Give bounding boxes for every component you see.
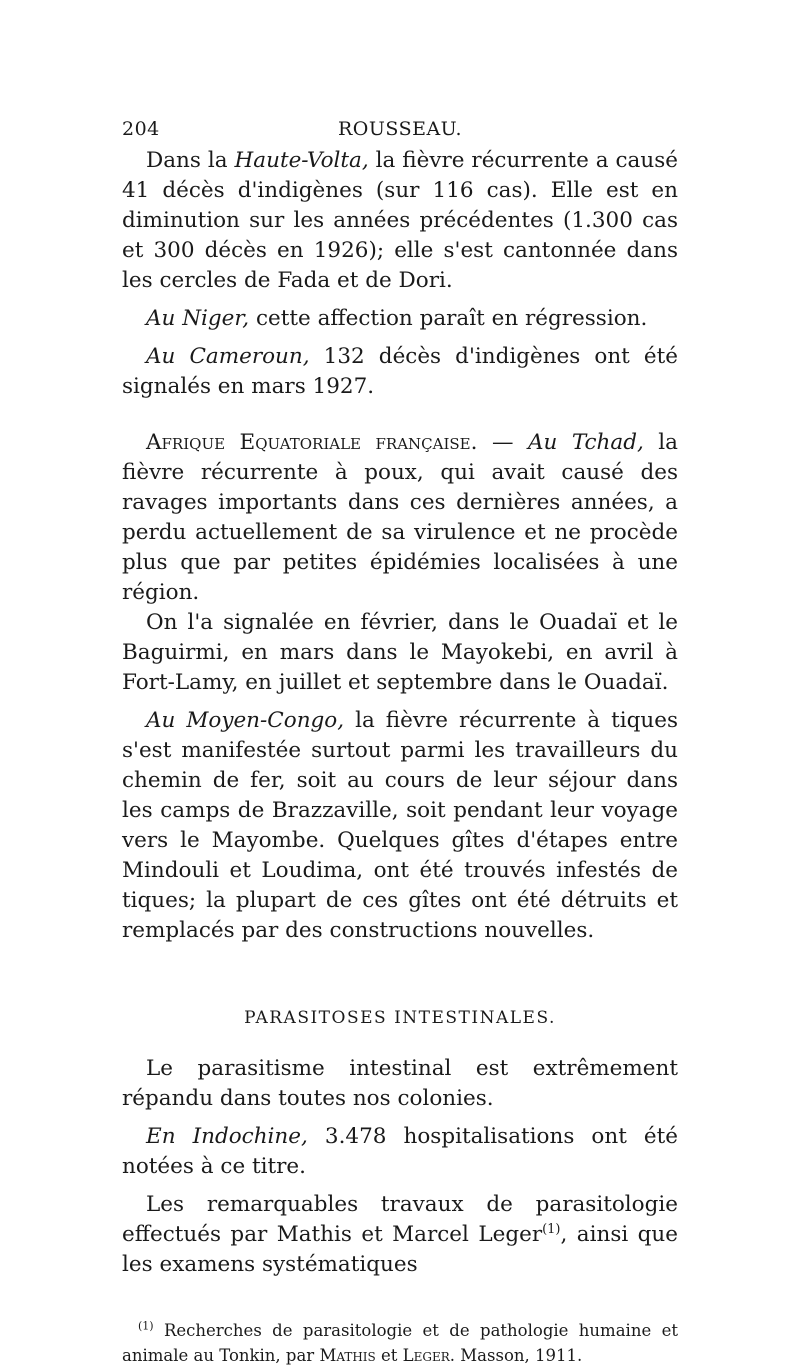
paragraph-indochine: En Indochine, 3.478 hospitalisations ont été notées à ce titre. <box>122 1124 678 1179</box>
main-text <box>122 146 678 946</box>
paragraph-moyen-congo: Au Moyen-Congo, la fièvre récurrente à tiques s'est manifestée surtout parmi les travailleurs du chemin de fer, soit au cours de leur séjour dans les camps de Brazzaville, soit pendant leur voyage vers le Mayombe. Quelques gîtes d'étapes entre Mindouli et Loudima, ont été trouvés infestés de tiques; la plupart de ces gîtes ont été détruits et remplacés par des constructions nouvelles. <box>122 708 678 943</box>
footnote-author-2: Leger <box>402 1346 450 1365</box>
running-head <box>122 110 678 140</box>
paragraph-niger: Au Niger, cette affection paraît en régression. <box>146 306 648 331</box>
footnote-mark: (1) <box>138 1319 154 1333</box>
paragraph-travaux: Les remarquables travaux de parasitologie effectués par Mathis et Marcel Leger$^{(1)}$, ainsi que les examens systématiques <box>122 1192 678 1277</box>
paragraph-parasitisme: Le parasitisme intestinal est extrêmement répandu dans toutes nos colonies. <box>122 1056 678 1111</box>
page-number: 204 <box>122 118 160 140</box>
paragraph-cameroun: Au Cameroun, 132 décès d'indigènes ont été signalés en mars 1927. <box>122 344 678 399</box>
place-niger: Au Niger, <box>146 306 250 331</box>
section-text <box>122 1054 678 1280</box>
footnote-1: $^{(1)}$ Recherches de parasitologie et de pathologie humaine et animale au Tonkin, par Mathis et Leger. Masson, 1911. <box>122 1319 678 1365</box>
region-heading-aef: Afrique Equatoriale française. <box>146 430 478 455</box>
running-title: ROUSSEAU. <box>338 118 462 140</box>
book-page <box>122 110 678 1368</box>
place-cameroun: Au Cameroun, <box>146 344 310 369</box>
paragraph-tchad-dates: On l'a signalée en février, dans le Ouadaï et le Baguirmi, en mars dans le Mayokebi, en avril à Fort-Lamy, en juillet et septembre dans le Ouadaï. <box>122 610 678 695</box>
footnote-reference: (1) <box>542 1221 561 1237</box>
place-indochine: En Indochine, <box>146 1124 308 1149</box>
footnote-area <box>122 1318 678 1368</box>
section-title: PARASITOSES INTESTINALES. <box>244 1008 556 1028</box>
place-tchad: Au Tchad, <box>527 430 644 455</box>
place-haute-volta: Haute-Volta, <box>234 148 369 173</box>
paragraph-haute-volta: Dans la Haute-Volta, la fièvre récurrente a causé 41 décès d'indigènes (sur 116 cas). Elle est en diminution sur les années précédentes (1.300 cas et 300 décès en 1926); elle s'est cantonnée dans les cercles de Fada et de Dori. <box>122 148 678 293</box>
footnote-author-1: Mathis <box>319 1346 376 1365</box>
place-moyen-congo: Au Moyen-Congo, <box>146 708 345 733</box>
paragraph-aef-tchad: Afrique Equatoriale française. — Au Tchad, la fièvre récurrente à poux, qui avait causé des ravages importants dans ces dernières années, a perdu actuellement de sa virulence et ne procède plus que par petites épidémies localisées à une région. <box>122 430 679 605</box>
